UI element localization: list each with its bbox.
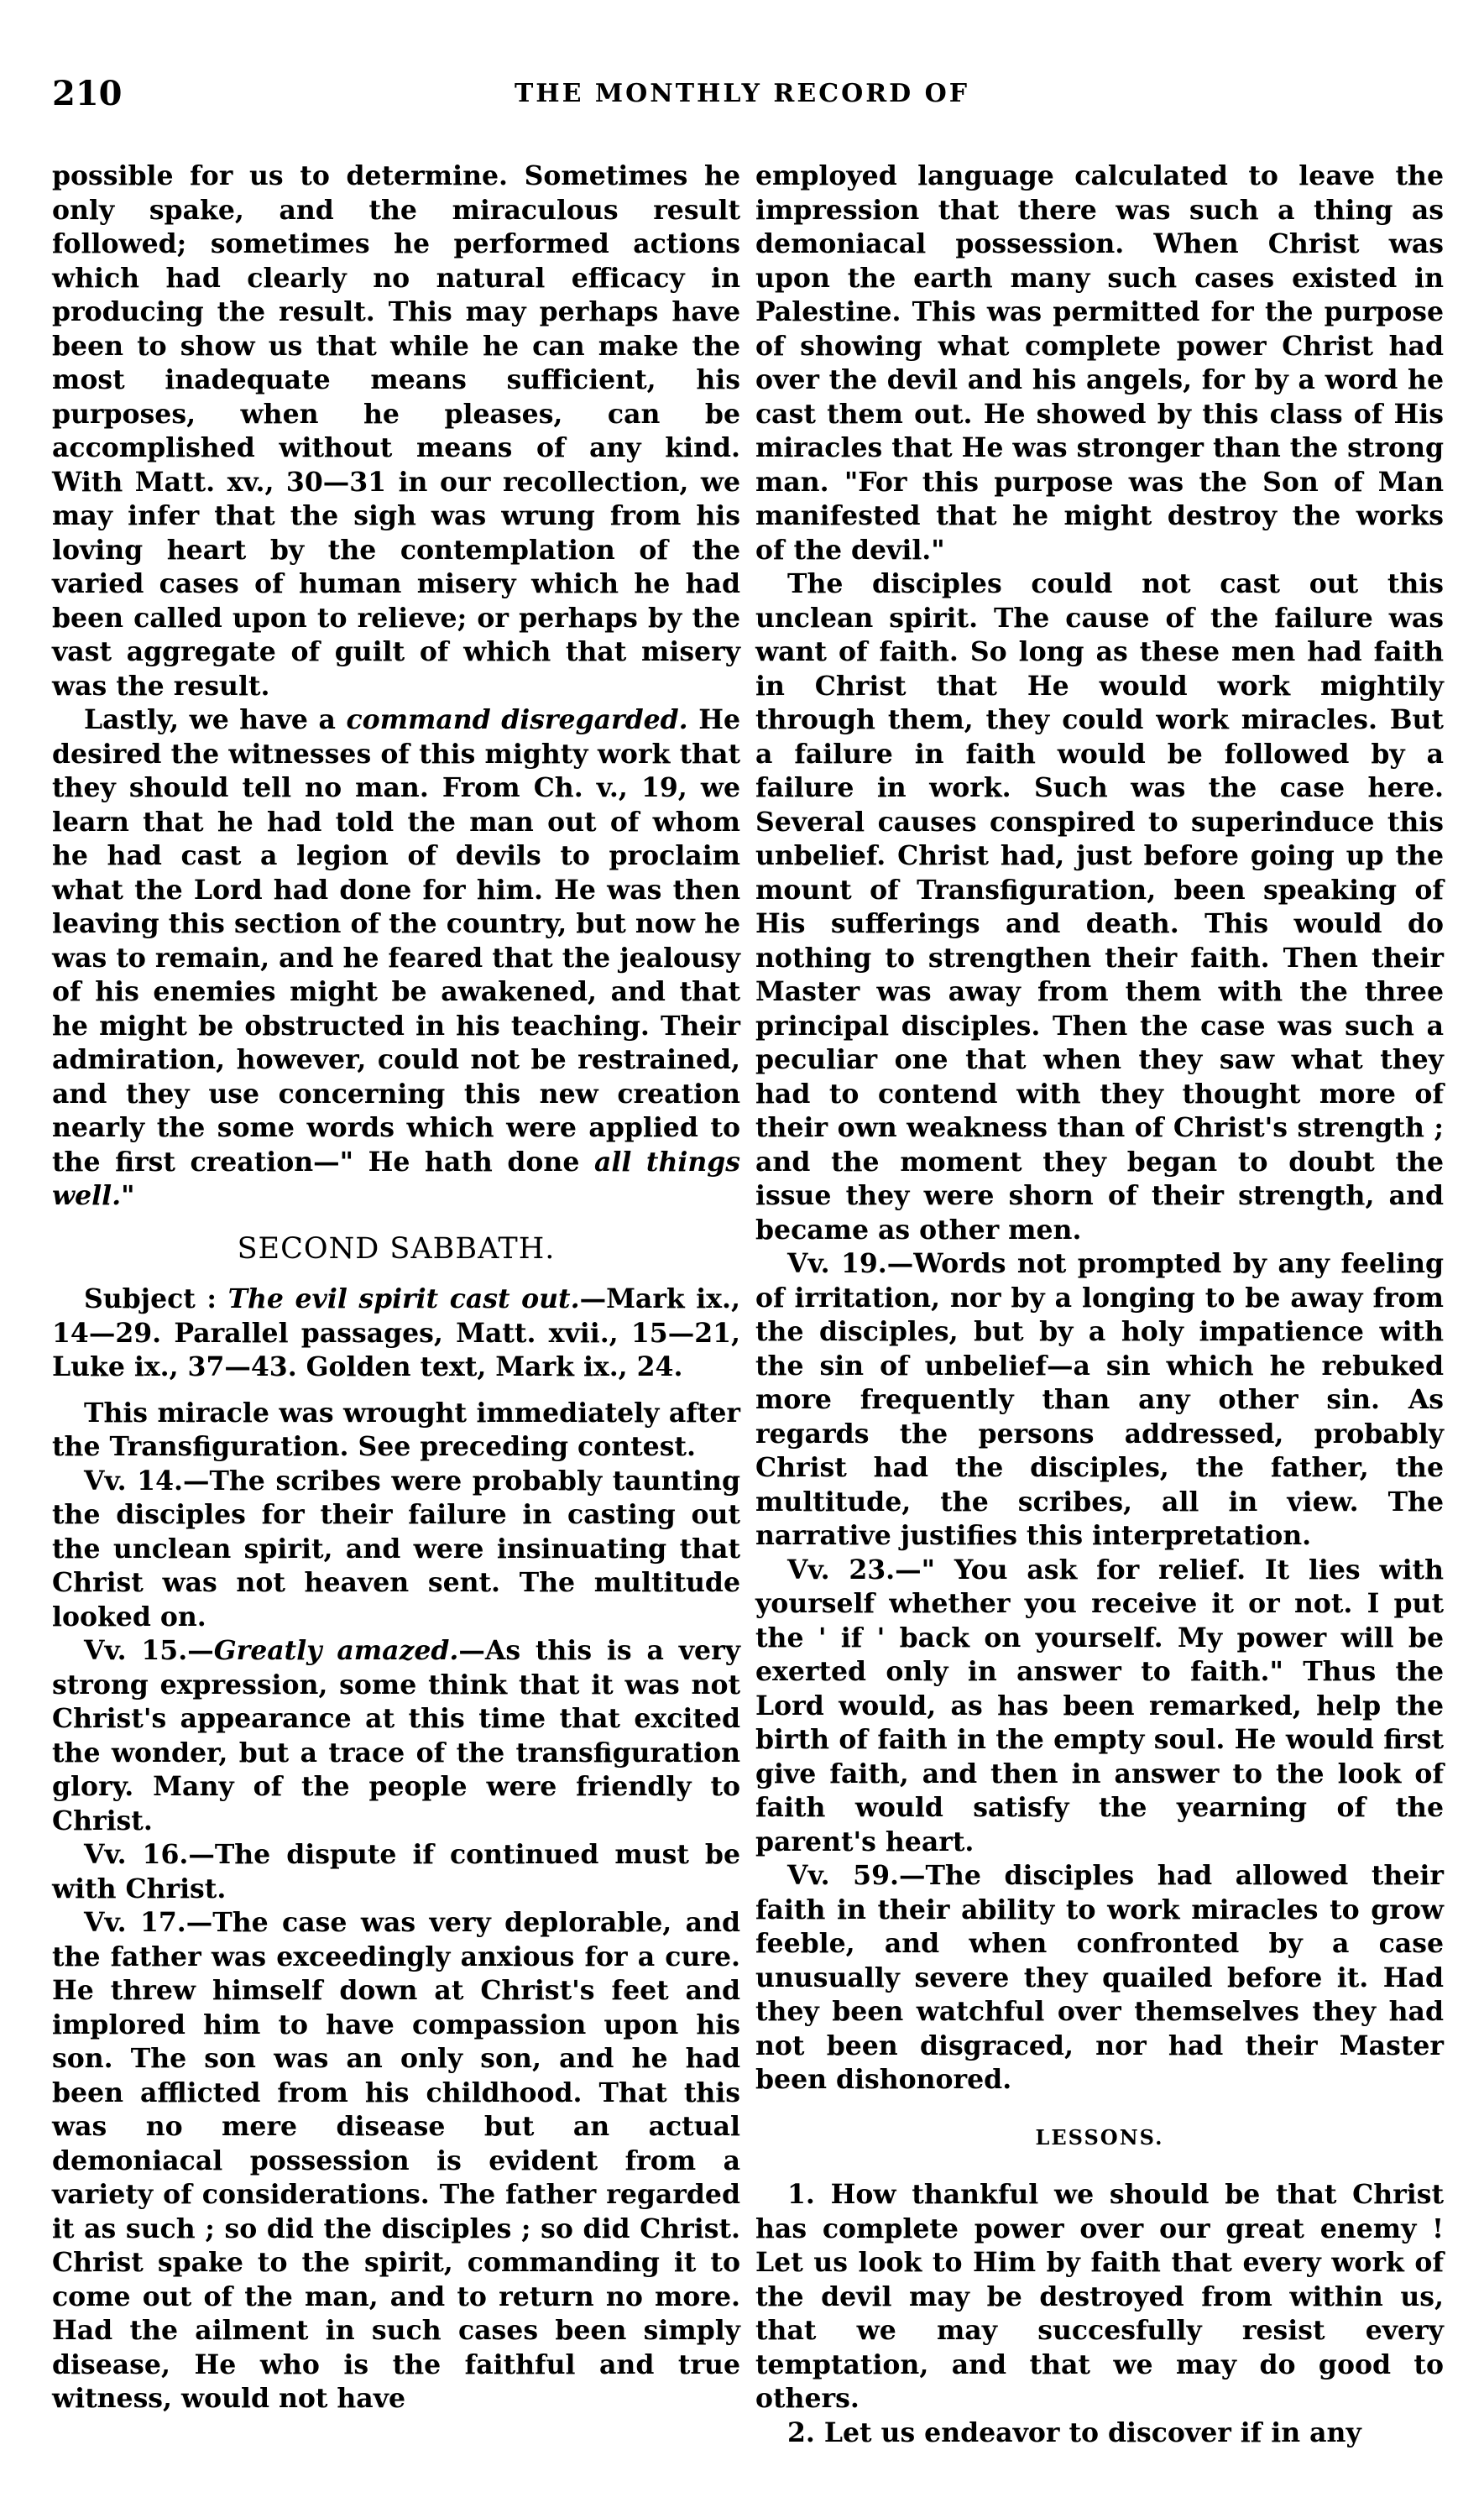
lesson-item: 2. Let us endeavor to discover if in any [787, 2416, 1361, 2448]
running-head: THE MONTHLY RECORD OF [514, 79, 970, 108]
right-column [755, 159, 1444, 2450]
verse-note-15 [52, 1634, 740, 1838]
subject-title: The evil spirit cast out. [227, 1283, 580, 1314]
left-column [52, 159, 740, 2416]
page-number: 210 [52, 74, 123, 113]
section-heading: SECOND SABBATH. [237, 1231, 556, 1266]
verse-note-14: Vv. 14.—The scribes were probably taunting the disciples for their failure in casting out the unclean spirit, and were insinuating that Christ was not heaven sent. The multitude looked on. [52, 1465, 740, 1633]
text: He desired the witnesses of this mighty work that they should tell no man. From Ch. v., 19, we learn that he had told the man out of whom he had cast a legion of devils to proclaim what the Lord had done for him. He was then leaving this section of the country, but now he was to remain, and he feared that the jealousy of his enemies might be awakened, and that he might be obstructed in his teaching. Their admiration, however, could not be restrained, and they use concerning this new creation nearly the some words which were applied to the first creation—" He hath done [52, 704, 741, 1178]
text: Vv. 15.— [84, 1635, 214, 1666]
subject-label: Subject : [84, 1283, 217, 1314]
subject-paragraph [52, 1283, 740, 1385]
paragraph-continued: employed language calculated to leave the impression that there was such a thing as demoniacal possession. When Christ was upon the earth many such cases existed in Palestine. This was permitted for the purpose of showing what complete power Christ had over the devil and his angels, for by a word he cast them out. He showed by this class of His miracles that He was stronger than the strong man. "For this purpose was the Son of Man manifested that he might destroy the works of the devil." [755, 160, 1444, 566]
text: —As this is a very strong expression, some think that it was not Christ's appearance at this time that excited the wonder, but a trace of the transfiguration glory. Many of the people were friendly to Christ. [52, 1635, 740, 1836]
verse-note-59: Vv. 59.—The disciples had allowed their faith in their ability to work miracles to grow feeble, and when confronted by a case unusually severe they quailed before it. Had they been watchful over themselves they had not been disgraced, nor had their Master been dishonored. [755, 1860, 1444, 2095]
paragraph: The disciples could not cast out this unclean spirit. The cause of the failure was want of faith. So long as these men had faith in Christ that He would work mightily through them, they could work miracles. But a failure in faith would be followed by a failure in work. Such was the case here. Several causes conspired to superinduce this unbelief. Christ had, just before going up the mount of Transfiguration, been speaking of His sufferings and death. This would do nothing to strengthen their faith. Then their Master was away from them with the three principal disciples. Then the case was such a peculiar one that when they saw what they had to contend with they thought more of their own weakness than of Christ's strength ; and the moment they began to doubt the issue they were shorn of their strength, and became as other men. [755, 568, 1444, 1246]
lesson-item: 1. How thankful we should be that Christ has complete power over our great enemy ! Let us look to Him by faith that every work of the devil may be destroyed from within us, that we may succesfully resist every temptation, and that we may do good to others. [755, 2179, 1444, 2414]
subject-text: —Mark ix., 14—29. Parallel passages, Matt. xvii., 15—21, Luke ix., 37—43. Golden text, Mark ix., 24. [52, 1283, 740, 1382]
text: Lastly, we have a [84, 704, 347, 735]
verse-note-19: Vv. 19.—Words not prompted by any feeling of irritation, nor by a longing to be away from the disciples, but by a holy impatience with the sin of unbelief—a sin which he rebuked more frequently than any other sin. As regards the persons addressed, probably Christ had the disciples, the father, the multitude, the scribes, all in view. The narrative justifies this interpretation. [755, 1248, 1444, 1551]
italic-phrase: all things well. [52, 1146, 740, 1211]
italic-phrase: Greatly amazed. [213, 1635, 459, 1666]
verse-note-23: Vv. 23.—" You ask for relief. It lies with yourself whether you receive it or not. I put the ' if ' back on yourself. My power will be exerted only in answer to faith." Thus the Lord would, as has been remarked, help the birth of faith in the empty soul. He would first give faith, and then in answer to the look of faith would satisfy the yearning of the parent's heart. [755, 1554, 1444, 1857]
text: " [121, 1180, 135, 1211]
lessons-heading: LESSONS. [1035, 2124, 1164, 2150]
verse-note-17: Vv. 17.—The case was very deplorable, and the father was exceedingly anxious for a cure. He threw himself down at Christ's feet and implored him to have compassion upon his son. The son was an only son, and he had been afflicted from his childhood. That this was no mere disease but an actual demoniacal possession is evident from a variety of considerations. The father regarded it as such ; so did the disciples ; so did Christ. Christ spake to the spirit, commanding it to come out of the man, and to return no more. Had the ailment in such cases been simply disease, He who is the faithful and true witness, would not have [52, 1907, 740, 2414]
verse-note-16: Vv. 16.—The dispute if continued must be with Christ. [52, 1839, 740, 1904]
italic-phrase: command disregarded. [346, 704, 688, 735]
paragraph: This miracle was wrought immediately after the Transfiguration. See preceding contest. [52, 1397, 740, 1462]
paragraph-command-disregarded [52, 703, 740, 1214]
paragraph-continued: possible for us to determine. Sometimes he only spake, and the miraculous result followed; sometimes he performed actions which had clearly no natural efficacy in producing the result. This may perhaps have been to show us that while he can make the most inadequate means sufficient, his purposes, when he pleases, can be accomplished without means of any kind. With Matt. xv., 30—31 in our recollection, we may infer that the sigh was wrung from his loving heart by the contemplation of the varied cases of human misery which he had been called upon to relieve; or perhaps by the vast aggregate of guilt of which that misery was the result. [52, 160, 740, 702]
